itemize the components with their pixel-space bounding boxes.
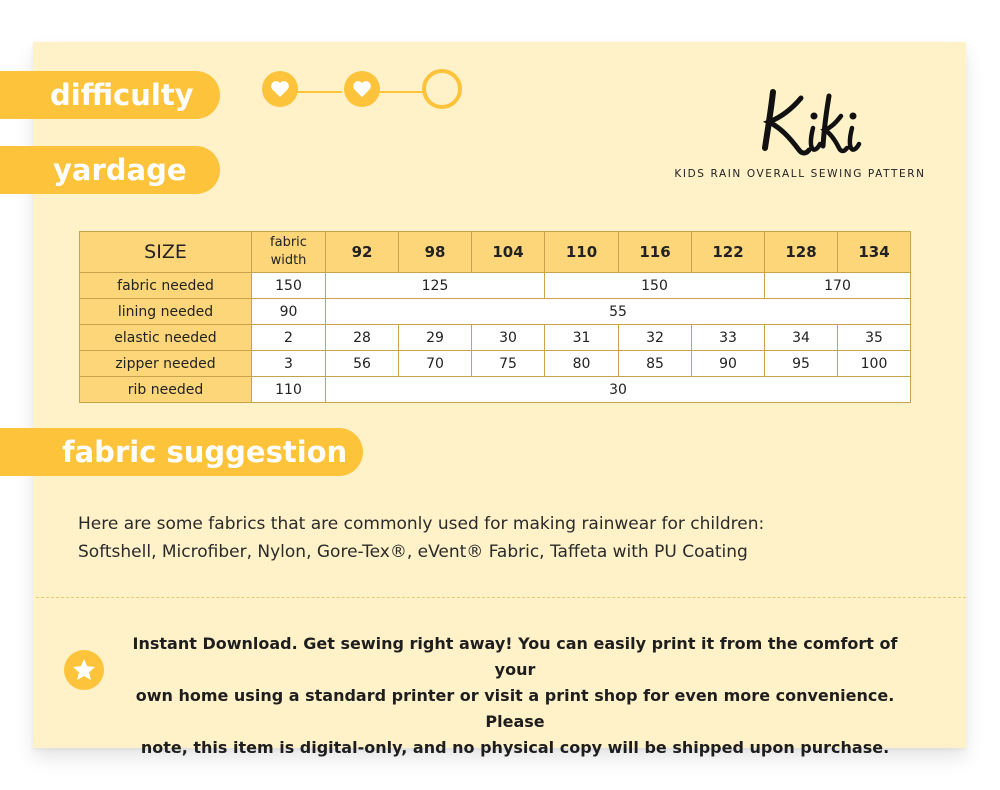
yardage-table [79, 231, 911, 403]
table-cell: 35 [838, 325, 911, 351]
table-row [80, 325, 911, 351]
fabric-width-cell: 110 [252, 377, 326, 403]
table-cell: 33 [692, 325, 765, 351]
notice-line: note, this item is digital-only, and no physical copy will be shipped upon purchase. [140, 738, 890, 757]
fabric-description [78, 510, 898, 566]
fabric-width-header: fabric width [252, 232, 326, 273]
table-header-row [80, 232, 911, 273]
table-cell: 95 [765, 351, 838, 377]
table-cell: 170 [765, 273, 911, 299]
table-cell: 32 [619, 325, 692, 351]
fabric-width-cell: 2 [252, 325, 326, 351]
row-label: fabric needed [80, 273, 252, 299]
table-cell: 29 [399, 325, 472, 351]
rating-connector [378, 91, 424, 93]
row-label: rib needed [80, 377, 252, 403]
heart-icon [344, 71, 380, 107]
yardage-label: yardage [0, 146, 220, 194]
table-cell: 55 [326, 299, 911, 325]
table-cell: 31 [545, 325, 619, 351]
size-col-header: 128 [765, 232, 838, 273]
fabric-width-cell: 90 [252, 299, 326, 325]
row-label: elastic needed [80, 325, 252, 351]
table-row [80, 273, 911, 299]
size-col-header: 92 [326, 232, 399, 273]
rating-connector [296, 91, 342, 93]
notice-line: own home using a standard printer or visit a print shop for even more convenience. Please [135, 686, 895, 731]
brand-subtitle: KIDS RAIN OVERALL SEWING PATTERN [674, 168, 926, 180]
table-cell: 30 [472, 325, 545, 351]
difficulty-rating [260, 70, 470, 114]
dashed-divider [36, 597, 966, 598]
table-cell: 28 [326, 325, 399, 351]
download-notice [110, 631, 920, 761]
notice-line: Instant Download. Get sewing right away! You can easily print it from the comfort of your [132, 634, 898, 679]
table-body [80, 273, 911, 403]
size-col-header: 122 [692, 232, 765, 273]
table-cell: 34 [765, 325, 838, 351]
size-col-header: 134 [838, 232, 911, 273]
table-cell: 90 [692, 351, 765, 377]
fabric-description-line: Here are some fabrics that are commonly used for making rainwear for children: [78, 514, 765, 534]
table-cell: 150 [545, 273, 765, 299]
table-cell: 70 [399, 351, 472, 377]
fabric-width-cell: 3 [252, 351, 326, 377]
empty-circle-icon [422, 69, 462, 109]
fabric-width-cell: 150 [252, 273, 326, 299]
table-cell: 75 [472, 351, 545, 377]
star-icon [64, 650, 104, 690]
heart-icon [262, 71, 298, 107]
brand-logo [757, 82, 867, 162]
size-col-header: 98 [399, 232, 472, 273]
table-row [80, 351, 911, 377]
size-col-header: 104 [472, 232, 545, 273]
fabric-description-line: Softshell, Microfiber, Nylon, Gore-Tex®, eVent® Fabric, Taffeta with PU Coating [78, 542, 748, 562]
size-header: SIZE [80, 232, 252, 273]
table-cell: 30 [326, 377, 911, 403]
row-label: lining needed [80, 299, 252, 325]
difficulty-label: difficulty [0, 71, 220, 119]
row-label: zipper needed [80, 351, 252, 377]
table-cell: 125 [326, 273, 545, 299]
table-row [80, 299, 911, 325]
table-cell: 85 [619, 351, 692, 377]
table-cell: 56 [326, 351, 399, 377]
table-cell: 100 [838, 351, 911, 377]
fabric-suggestion-label: fabric suggestion [0, 428, 363, 476]
size-col-header: 116 [619, 232, 692, 273]
table-cell: 80 [545, 351, 619, 377]
table-row [80, 377, 911, 403]
size-col-header: 110 [545, 232, 619, 273]
